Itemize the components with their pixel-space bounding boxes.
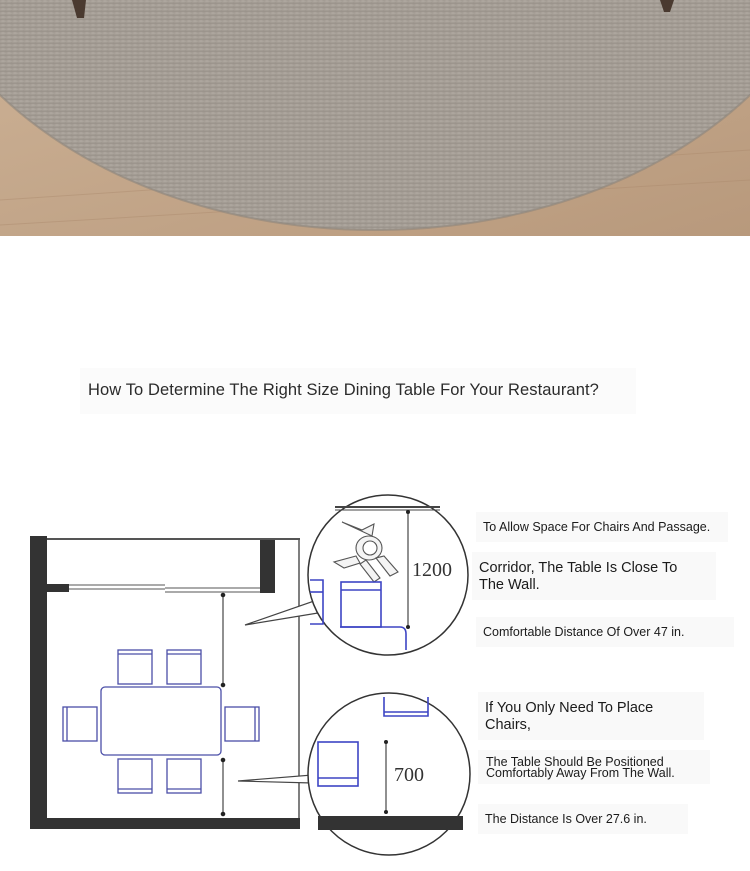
note-only-chairs: If You Only Need To Place Chairs, <box>485 700 654 733</box>
chair <box>167 759 201 793</box>
note-corridor: Corridor, The Table Is Close To The Wall. <box>479 560 678 593</box>
dimension-700: 700 <box>394 764 424 786</box>
chair <box>118 759 152 793</box>
callout-pointers <box>238 601 318 783</box>
window-opening <box>69 585 260 592</box>
chair <box>225 707 259 741</box>
note-table-position: The Table Should Be Positioned Comfortably Away From The Wall. <box>486 755 675 780</box>
dining-table-set <box>63 650 259 793</box>
product-photo <box>0 0 750 236</box>
note-distance-27: The Distance Is Over 27.6 in. <box>485 812 647 826</box>
page-heading: How To Determine The Right Size Dining Table For Your Restaurant? <box>88 381 599 399</box>
clearance-lines <box>221 593 225 816</box>
bottom-zoom-circle <box>308 693 470 855</box>
note-distance-47: Comfortable Distance Of Over 47 in. <box>483 625 685 639</box>
dining-table <box>101 687 221 755</box>
chair <box>167 650 201 684</box>
chair <box>63 707 97 741</box>
dimension-1200: 1200 <box>412 559 452 581</box>
chair <box>118 650 152 684</box>
room-walls <box>30 536 300 829</box>
note-passage-space: To Allow Space For Chairs And Passage. <box>483 520 711 534</box>
top-zoom-circle <box>308 495 468 655</box>
